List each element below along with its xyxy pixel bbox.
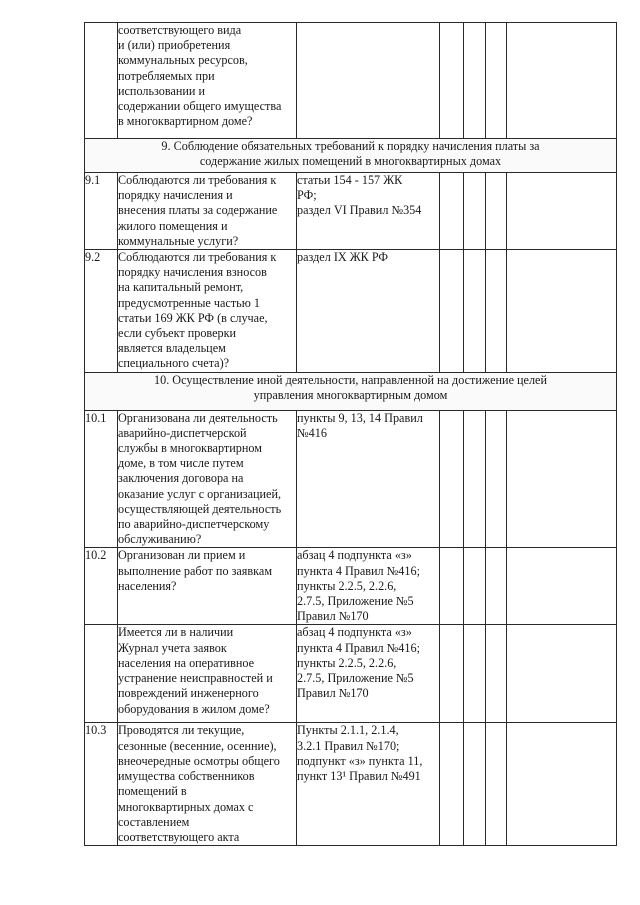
reference-line: раздел VI Правил №354 bbox=[297, 203, 422, 218]
question-line: оказание услуг с организацией, bbox=[118, 486, 282, 501]
question-cell bbox=[118, 723, 297, 846]
question-line: соответствующего вида bbox=[118, 23, 242, 37]
question-line: предусмотренные частью 1 bbox=[118, 295, 260, 310]
table-row bbox=[85, 173, 617, 250]
question-cell bbox=[118, 625, 297, 723]
notes-cell bbox=[507, 250, 617, 373]
reference-line: 3.2.1 Правил №170; bbox=[297, 738, 400, 753]
reference-line: Правил №170 bbox=[297, 686, 369, 701]
reference-line: абзац 4 подпункта «з» bbox=[297, 625, 412, 640]
question-line: Организована ли деятельность bbox=[118, 410, 278, 425]
question-line: Соблюдаются ли требования к bbox=[118, 250, 277, 265]
answer-yes-cell bbox=[440, 250, 464, 373]
section-heading-line: 10. Осуществление иной деятельности, направленной на достижение целей bbox=[154, 372, 547, 387]
item-number: 9.2 bbox=[85, 250, 118, 373]
legal-reference-cell bbox=[297, 250, 440, 373]
answer-no-cell bbox=[464, 173, 486, 250]
table-row bbox=[85, 723, 617, 846]
answer-yes-cell bbox=[440, 410, 464, 548]
answer-yes-cell bbox=[440, 23, 464, 139]
answer-no-cell bbox=[464, 548, 486, 625]
legal-reference-cell bbox=[297, 410, 440, 548]
question-line: аварийно-диспетчерской bbox=[118, 425, 247, 440]
table-row bbox=[85, 250, 617, 373]
reference-line: абзац 4 подпункта «з» bbox=[297, 548, 412, 563]
question-cell bbox=[118, 23, 297, 139]
checklist-table bbox=[84, 22, 617, 846]
question-line: на капитальный ремонт, bbox=[118, 280, 244, 295]
question-cell bbox=[118, 410, 297, 548]
question-line: устранение неисправностей и bbox=[118, 671, 273, 686]
question-line: населения на оперативное bbox=[118, 655, 255, 670]
question-cell bbox=[118, 548, 297, 625]
table-row bbox=[85, 548, 617, 625]
answer-no-cell bbox=[464, 250, 486, 373]
item-number: 10.1 bbox=[85, 410, 118, 548]
reference-line: раздел IX ЖК РФ bbox=[297, 250, 389, 265]
question-line: порядку начисления и bbox=[118, 188, 233, 203]
question-line: порядку начисления взносов bbox=[118, 265, 267, 280]
question-line: составлением bbox=[118, 814, 190, 829]
notes-cell bbox=[507, 548, 617, 625]
question-cell bbox=[118, 250, 297, 373]
question-cell bbox=[118, 173, 297, 250]
answer-na-cell bbox=[486, 548, 507, 625]
question-line: использовании и bbox=[118, 83, 206, 98]
question-line: является владельцем bbox=[118, 341, 226, 356]
item-number: 9.1 bbox=[85, 173, 118, 250]
answer-na-cell bbox=[486, 723, 507, 846]
question-line: службы в многоквартирном bbox=[118, 441, 262, 456]
legal-reference-cell bbox=[297, 23, 440, 139]
answer-yes-cell bbox=[440, 625, 464, 723]
reference-line: подпункт «з» пункта 11, bbox=[297, 753, 423, 768]
notes-cell bbox=[507, 173, 617, 250]
question-line: специального счета)? bbox=[118, 356, 230, 371]
legal-reference-cell bbox=[297, 548, 440, 625]
question-line: содержании общего имущества bbox=[118, 99, 282, 114]
question-line: повреждений инженерного bbox=[118, 686, 259, 701]
question-line: сезонные (весенние, осенние), bbox=[118, 738, 277, 753]
section-row bbox=[85, 139, 617, 173]
item-number: 10.3 bbox=[85, 723, 118, 846]
question-line: потребляемых при bbox=[118, 68, 215, 83]
answer-na-cell bbox=[486, 250, 507, 373]
question-line: осуществляющей деятельность bbox=[118, 501, 282, 516]
notes-cell bbox=[507, 410, 617, 548]
question-line: коммунальные услуги? bbox=[118, 233, 239, 248]
answer-yes-cell bbox=[440, 173, 464, 250]
section-heading bbox=[85, 139, 617, 173]
question-line: помещений в bbox=[118, 784, 187, 799]
question-line: внеочередные осмотры общего bbox=[118, 753, 280, 768]
item-number bbox=[85, 625, 118, 723]
reference-line: 2.7.5, Приложение №5 bbox=[297, 594, 414, 609]
legal-reference-cell bbox=[297, 723, 440, 846]
item-number bbox=[85, 23, 118, 139]
reference-line: пункты 2.2.5, 2.2.6, bbox=[297, 578, 397, 593]
question-line: если субъект проверки bbox=[118, 326, 237, 341]
answer-yes-cell bbox=[440, 548, 464, 625]
reference-line: Пункты 2.1.1, 2.1.4, bbox=[297, 723, 399, 738]
question-line: Проводятся ли текущие, bbox=[118, 723, 245, 738]
reference-line: Правил №170 bbox=[297, 609, 369, 624]
question-line: и (или) приобретения bbox=[118, 38, 231, 53]
section-heading-line: управления многоквартирным домом bbox=[253, 387, 448, 402]
answer-na-cell bbox=[486, 23, 507, 139]
notes-cell bbox=[507, 625, 617, 723]
reference-line: пункта 4 Правил №416; bbox=[297, 640, 420, 655]
legal-reference-cell bbox=[297, 625, 440, 723]
answer-na-cell bbox=[486, 625, 507, 723]
table-row bbox=[85, 410, 617, 548]
question-line: оборудования в жилом доме? bbox=[118, 701, 270, 716]
section-row bbox=[85, 372, 617, 410]
answer-no-cell bbox=[464, 723, 486, 846]
question-line: Организован ли прием и bbox=[118, 548, 246, 563]
reference-line: пункты 2.2.5, 2.2.6, bbox=[297, 655, 397, 670]
question-line: имущества собственников bbox=[118, 769, 255, 784]
question-line: жилого помещения и bbox=[118, 218, 228, 233]
question-line: по аварийно-диспетчерскому bbox=[118, 517, 270, 532]
question-line: Имеется ли в наличии bbox=[118, 625, 234, 640]
question-line: статьи 169 ЖК РФ (в случае, bbox=[118, 310, 268, 325]
reference-line: пункта 4 Правил №416; bbox=[297, 563, 420, 578]
question-line: в многоквартирном доме? bbox=[118, 114, 253, 129]
answer-na-cell bbox=[486, 173, 507, 250]
answer-na-cell bbox=[486, 410, 507, 548]
section-heading-line: содержание жилых помещений в многоквартирных домах bbox=[199, 154, 502, 169]
notes-cell bbox=[507, 723, 617, 846]
table-row bbox=[85, 23, 617, 139]
legal-reference-cell bbox=[297, 173, 440, 250]
answer-no-cell bbox=[464, 410, 486, 548]
question-line: населения? bbox=[118, 578, 177, 593]
reference-line: статьи 154 - 157 ЖК bbox=[297, 173, 403, 187]
question-line: коммунальных ресурсов, bbox=[118, 53, 248, 68]
reference-line: №416 bbox=[297, 425, 327, 440]
section-heading bbox=[85, 372, 617, 410]
reference-line: РФ; bbox=[297, 188, 317, 203]
question-line: многоквартирных домах с bbox=[118, 799, 254, 814]
question-line: соответствующего акта bbox=[118, 829, 240, 844]
question-line: внесения платы за содержание bbox=[118, 203, 278, 218]
item-number: 10.2 bbox=[85, 548, 118, 625]
question-line: обслуживанию? bbox=[118, 532, 202, 547]
reference-line: 2.7.5, Приложение №5 bbox=[297, 671, 414, 686]
reference-line: пункты 9, 13, 14 Правил bbox=[297, 410, 423, 425]
reference-line: пункт 13¹ Правил №491 bbox=[297, 769, 421, 784]
answer-yes-cell bbox=[440, 723, 464, 846]
question-line: выполнение работ по заявкам bbox=[118, 563, 273, 578]
question-line: Соблюдаются ли требования к bbox=[118, 173, 277, 187]
answer-no-cell bbox=[464, 625, 486, 723]
answer-no-cell bbox=[464, 23, 486, 139]
question-line: заключения договора на bbox=[118, 471, 244, 486]
table-row bbox=[85, 625, 617, 723]
question-line: Журнал учета заявок bbox=[118, 640, 227, 655]
question-line: доме, в том числе путем bbox=[118, 456, 244, 471]
section-heading-line: 9. Соблюдение обязательных требований к порядку начисления платы за bbox=[161, 139, 540, 153]
notes-cell bbox=[507, 23, 617, 139]
